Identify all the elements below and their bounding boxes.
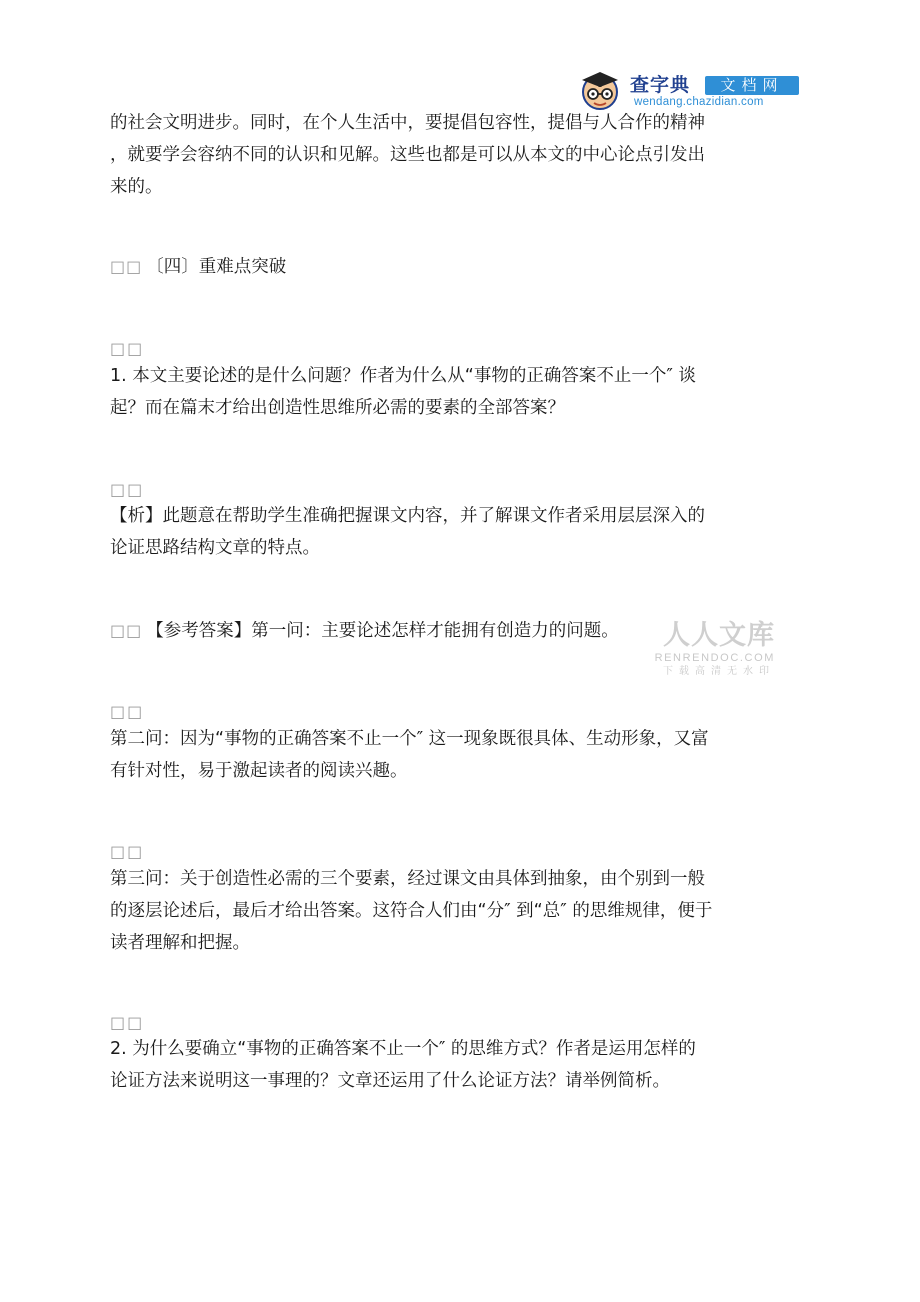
answer-q2-line-1: 第二问：因为“事物的正确答案不止一个″ 这一现象既很具体、生动形象，又富 <box>110 729 709 749</box>
question-1-line-2: 起？而在篇末才给出创造性思维所必需的要素的全部答案？ <box>110 398 565 418</box>
answer-heading-text: 【参考答案】第一问：主要论述怎样才能拥有创造力的问题。 <box>146 621 619 641</box>
paragraph-marker: □□ <box>110 480 145 499</box>
site-logo[interactable] <box>578 68 803 112</box>
question-1-line-1: 1. 本文主要论述的是什么问题？作者为什么从“事物的正确答案不止一个″ 谈 <box>110 366 696 386</box>
logo-brand: 查字典 <box>630 74 691 96</box>
watermark-url: RENRENDOC.COM <box>654 652 775 664</box>
paragraph-marker: □□ <box>110 339 145 358</box>
answer-q3-line-1: 第三问：关于创造性必需的三个要素，经过课文由具体到抽象，由个别到一般 <box>110 869 705 889</box>
question-2-line-2: 论证方法来说明这一事理的？文章还运用了什么论证方法？请举例简析。 <box>110 1071 670 1091</box>
answer-heading <box>110 620 619 642</box>
intro-line-2: ，就要学会容纳不同的认识和见解。这些也都是可以从本文的中心论点引发出 <box>110 145 705 165</box>
watermark <box>645 621 775 683</box>
intro-line-1: 的社会文明进步。同时，在个人生活中，要提倡包容性，提倡与人合作的精神 <box>110 113 705 133</box>
section-heading-text: 〔四〕重难点突破 <box>146 257 287 277</box>
watermark-title: 人人文库 <box>663 620 775 651</box>
watermark-subtitle: 下载高清无水印 <box>663 666 775 677</box>
paragraph-marker: □□ <box>110 257 143 276</box>
paragraph-marker: □□ <box>110 1013 145 1032</box>
answer-q3-line-3: 读者理解和把握。 <box>110 933 250 953</box>
section-heading <box>110 256 286 278</box>
analysis-line-2: 论证思路结构文章的特点。 <box>110 538 320 558</box>
intro-line-3: 来的。 <box>110 177 163 197</box>
answer-q3-line-2: 的逐层论述后，最后才给出答案。这符合人们由“分″ 到“总″ 的思维规律，便于 <box>110 901 713 921</box>
analysis-line-1: 【析】此题意在帮助学生准确把握课文内容，并了解课文作者采用层层深入的 <box>110 506 705 526</box>
logo-tag: 文档网 <box>705 76 799 95</box>
paragraph-marker: □□ <box>110 621 143 640</box>
mascot-icon <box>578 68 622 112</box>
logo-url: wendang.chazidian.com <box>634 96 764 108</box>
paragraph-marker: □□ <box>110 702 145 721</box>
question-2-line-1: 2. 为什么要确立“事物的正确答案不止一个″ 的思维方式？作者是运用怎样的 <box>110 1039 696 1059</box>
paragraph-marker: □□ <box>110 842 145 861</box>
answer-q2-line-2: 有针对性，易于激起读者的阅读兴趣。 <box>110 761 408 781</box>
